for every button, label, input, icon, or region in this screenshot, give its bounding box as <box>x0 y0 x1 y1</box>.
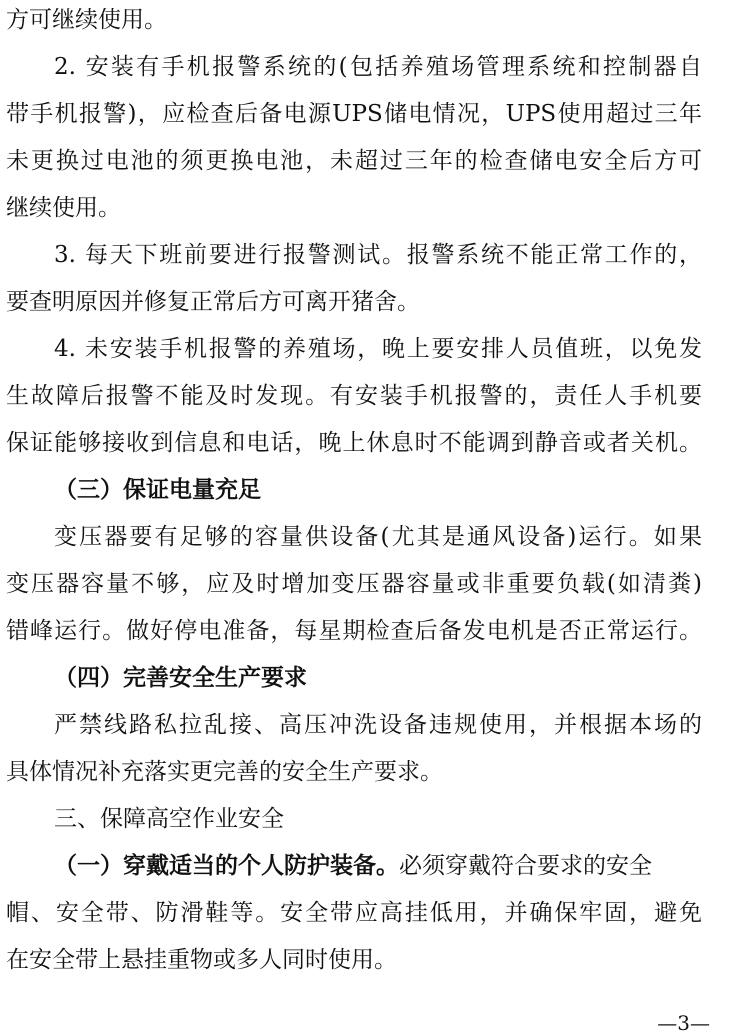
text-line: 要查明原因并修复正常后方可离开猪舍。 <box>6 289 420 315</box>
page-number: —3— <box>657 1011 710 1035</box>
text-line: 错峰运行。做好停电准备，每星期检查后备发电机是否正常运行。 <box>6 618 702 644</box>
text-line: 继续使用。 <box>6 195 121 221</box>
text-line: 4. 未安装手机报警的养殖场，晚上要安排人员值班，以免发 <box>54 336 702 362</box>
section-heading-power: （三）保证电量充足 <box>54 477 261 503</box>
subheading-protective-gear: （一）穿戴适当的个人防护装备。 <box>54 853 399 879</box>
text-line: 3. 每天下班前要进行报警测试。报警系统不能正常工作的， <box>54 242 702 268</box>
text-line: 方可继续使用。 <box>6 7 167 33</box>
text-line: 2. 安装有手机报警系统的(包括养殖场管理系统和控制器自 <box>54 54 702 80</box>
text-line: 具体情况补充落实更完善的安全生产要求。 <box>6 759 443 785</box>
text-line: 带手机报警)，应检查后备电源UPS储电情况，UPS使用超过三年 <box>6 101 702 127</box>
text-line: 生故障后报警不能及时发现。有安装手机报警的，责任人手机要 <box>6 383 702 409</box>
section-heading-safety: （四）完善安全生产要求 <box>54 665 307 691</box>
text-line: 变压器容量不够，应及时增加变压器容量或非重要负载(如清粪) <box>6 571 702 597</box>
text-line: 严禁线路私拉乱接、高压冲洗设备违规使用，并根据本场的 <box>54 712 702 738</box>
chapter-heading-height-work: 三、保障高空作业安全 <box>54 806 284 832</box>
text-line: 变压器要有足够的容量供设备(尤其是通风设备)运行。如果 <box>54 524 702 550</box>
text-line <box>54 846 750 886</box>
text-line: 帽、安全带、防滑鞋等。安全带应高挂低用，并确保牢固，避免 <box>6 900 702 926</box>
text-span: 必须穿戴符合要求的安全 <box>399 853 652 879</box>
text-line: 保证能够接收到信息和电话，晚上休息时不能调到静音或者关机。 <box>6 430 702 456</box>
text-line: 在安全带上悬挂重物或多人同时使用。 <box>6 947 397 973</box>
text-line: 未更换过电池的须更换电池，未超过三年的检查储电安全后方可 <box>6 148 702 174</box>
